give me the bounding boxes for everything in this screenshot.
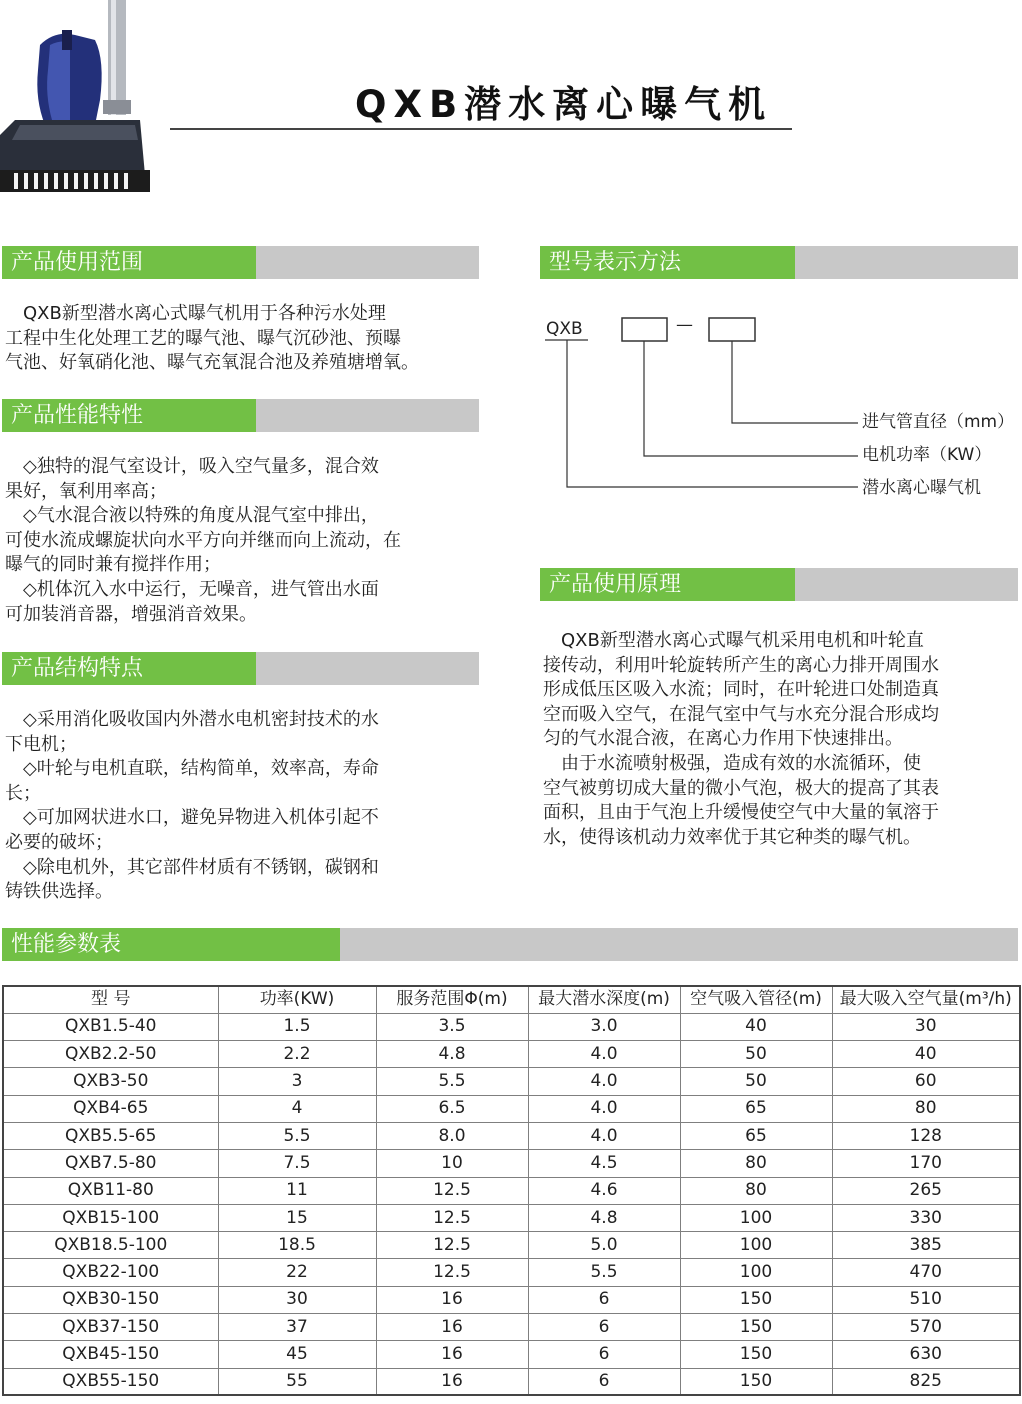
section-header-principle [540,568,1018,601]
header-cell: 功率(KW) [218,986,376,1013]
table-cell: 265 [832,1177,1020,1204]
table-cell: QXB55-150 [3,1368,218,1395]
section-header-performance [2,399,479,432]
table-cell: 12.5 [376,1259,528,1286]
table-cell: 40 [680,1013,832,1040]
table-cell: 3 [218,1068,376,1095]
table-cell: QXB7.5-80 [3,1150,218,1177]
text-line: 空气被剪切成大量的微小气泡，极大的提高了其表 [543,777,939,799]
table-cell: 7.5 [218,1150,376,1177]
section-header-params [2,928,1018,961]
table-cell: QXB11-80 [3,1177,218,1204]
table-cell: QXB18.5-100 [3,1232,218,1259]
text-line: ◇机体沉入水中运行，无噪音，进气管出水面 [5,578,379,600]
product-photo [0,0,150,200]
model-code-diagram [540,310,1022,510]
table-cell: 100 [680,1204,832,1231]
text-line: 接传动，利用叶轮旋转所产生的离心力排开周围水 [543,654,939,676]
table-cell: 4.0 [528,1095,680,1122]
table-cell: 150 [680,1341,832,1368]
section-title: 产品性能特性 [11,403,144,428]
table-cell: 50 [680,1041,832,1068]
table-cell: 12.5 [376,1204,528,1231]
header-cell: 最大吸入空气量(m³/h) [832,986,1020,1013]
table-cell: 11 [218,1177,376,1204]
table-cell: 4.0 [528,1122,680,1149]
parameter-table [2,985,1021,1396]
text-line: 果好，氧利用率高； [5,480,167,502]
text-line: 空而吸入空气，在混气室中气与水充分混合形成均 [543,703,939,725]
usage-paragraph [5,302,419,376]
table-cell: 5.5 [528,1259,680,1286]
header-cell: 空气吸入管径(m) [680,986,832,1013]
table-cell: 16 [376,1314,528,1341]
text-line: 曝气的同时兼有搅拌作用； [5,554,221,576]
table-row [3,1122,1020,1149]
text-line: ◇可加网状进水口，避免异物进入机体引起不 [5,807,379,829]
table-row [3,1232,1020,1259]
table-cell: QXB45-150 [3,1341,218,1368]
section-title: 产品使用范围 [11,250,144,275]
table-cell: 8.0 [376,1122,528,1149]
text-line: 长； [5,782,41,804]
table-cell: 10 [376,1150,528,1177]
table-cell: 40 [832,1041,1020,1068]
table-cell: 150 [680,1286,832,1313]
table-row [3,1041,1020,1068]
table-cell: 15 [218,1204,376,1231]
table-header-row [3,986,1020,1013]
table-cell: QXB3-50 [3,1068,218,1095]
table-cell: 385 [832,1232,1020,1259]
table-cell: QXB37-150 [3,1314,218,1341]
text-line: 匀的气水混合液，在离心力作用下快速排出。 [543,728,903,750]
table-cell: 50 [680,1068,832,1095]
table-cell: QXB22-100 [3,1259,218,1286]
table-row [3,1341,1020,1368]
table-cell: 3.0 [528,1013,680,1040]
table-cell: 6.5 [376,1095,528,1122]
table-cell: QXB30-150 [3,1286,218,1313]
table-cell: 4.8 [528,1204,680,1231]
table-row [3,1368,1020,1395]
table-cell: 30 [832,1013,1020,1040]
table-cell: 18.5 [218,1232,376,1259]
table-cell: 16 [376,1341,528,1368]
table-cell: 80 [832,1095,1020,1122]
text-line: ◇叶轮与电机直联，结构简单，效率高，寿命 [5,758,379,780]
table-row [3,1068,1020,1095]
table-cell: 6 [528,1368,680,1395]
text-line: 铸铁供选择。 [5,881,113,903]
table-cell: 5.5 [218,1122,376,1149]
text-line: QXB新型潜水离心式曝气机采用电机和叶轮直 [543,630,924,651]
text-line: ◇除电机外，其它部件材质有不锈钢，碳钢和 [5,856,379,878]
text-line: ◇采用消化吸收国内外潜水电机密封技术的水 [5,709,379,730]
header-cell: 型 号 [3,986,218,1013]
title-underline [170,128,792,130]
table-cell: 170 [832,1150,1020,1177]
text-line: 水，使得该机动力效率优于其它种类的曝气机。 [543,826,921,848]
table-row [3,1013,1020,1040]
section-header-usage [2,246,479,279]
table-cell: QXB1.5-40 [3,1013,218,1040]
table-cell: 6 [528,1314,680,1341]
section-title: 产品结构特点 [11,656,144,681]
table-cell: 570 [832,1314,1020,1341]
table-cell: 37 [218,1314,376,1341]
table-cell: 80 [680,1150,832,1177]
table-cell: 4.6 [528,1177,680,1204]
table-cell: 22 [218,1259,376,1286]
table-cell: 825 [832,1368,1020,1395]
header-cell: 服务范围Φ(m) [376,986,528,1013]
header-cell: 最大潜水深度(m) [528,986,680,1013]
text-line: 下电机； [5,733,77,755]
table-cell: QXB15-100 [3,1204,218,1231]
table-cell: 16 [376,1368,528,1395]
table-row [3,1259,1020,1286]
label-pipe-diameter: 进气管直径（mm） [862,412,1015,432]
performance-paragraph [5,455,401,627]
table-cell: 4 [218,1095,376,1122]
table-row [3,1204,1020,1231]
table-cell: 100 [680,1259,832,1286]
label-motor-power: 电机功率（KW） [862,445,992,465]
table-row [3,1177,1020,1204]
section-title: 产品使用原理 [549,572,682,597]
table-cell: 4.0 [528,1041,680,1068]
table-cell: 6 [528,1341,680,1368]
table-row [3,1150,1020,1177]
table-cell: 150 [680,1368,832,1395]
table-cell: 5.0 [528,1232,680,1259]
table-cell: 128 [832,1122,1020,1149]
table-body [3,1013,1020,1395]
table-row [3,1314,1020,1341]
table-cell: 330 [832,1204,1020,1231]
text-line: 可使水流成螺旋状向水平方向并继而向上流动，在 [5,529,401,551]
table-cell: QXB2.2-50 [3,1041,218,1068]
section-header-model [540,246,1018,279]
structure-paragraph [5,708,379,905]
page-title: QXB潜水离心曝气机 [355,83,773,126]
table-cell: 510 [832,1286,1020,1313]
table-cell: QXB4-65 [3,1095,218,1122]
section-header-structure [2,652,479,685]
table-cell: 470 [832,1259,1020,1286]
table-cell: 2.2 [218,1041,376,1068]
table-cell: 4.8 [376,1041,528,1068]
label-machine-type: 潜水离心曝气机 [862,478,981,498]
table-cell: 150 [680,1314,832,1341]
table-cell: 45 [218,1341,376,1368]
table-row [3,1095,1020,1122]
model-dash: — [676,315,693,335]
table-cell: 65 [680,1095,832,1122]
text-line: QXB新型潜水离心式曝气机用于各种污水处理 [5,303,386,324]
table-cell: 5.5 [376,1068,528,1095]
text-line: ◇气水混合液以特殊的角度从混气室中排出， [5,505,379,527]
table-cell: 65 [680,1122,832,1149]
text-line: 工程中生化处理工艺的曝气池、曝气沉砂池、预曝 [5,327,401,349]
table-cell: 30 [218,1286,376,1313]
text-line: 由于水流喷射极强，造成有效的水流循环，使 [543,752,921,774]
text-line: ◇独特的混气室设计，吸入空气量多，混合效 [5,456,379,477]
table-cell: 60 [832,1068,1020,1095]
section-title: 型号表示方法 [549,250,682,275]
section-title: 性能参数表 [11,932,122,957]
table-cell: 100 [680,1232,832,1259]
table-cell: 16 [376,1286,528,1313]
principle-paragraph [543,629,939,850]
table-cell: 4.0 [528,1068,680,1095]
text-line: 可加装消音器，增强消音效果。 [5,603,257,625]
table-cell: 80 [680,1177,832,1204]
table-cell: 1.5 [218,1013,376,1040]
table-cell: 3.5 [376,1013,528,1040]
text-line: 形成低压区吸入水流；同时，在叶轮进口处制造真 [543,679,939,701]
model-prefix: QXB [546,319,583,339]
text-line: 必要的破坏； [5,831,113,853]
text-line: 面积，且由于气泡上升缓慢使空气中大量的氧溶于 [543,802,939,824]
table-cell: 12.5 [376,1232,528,1259]
table-cell: 55 [218,1368,376,1395]
table-cell: 630 [832,1341,1020,1368]
table-cell: 12.5 [376,1177,528,1204]
table-cell: 4.5 [528,1150,680,1177]
table-cell: 6 [528,1286,680,1313]
table-cell: QXB5.5-65 [3,1122,218,1149]
text-line: 气池、好氧硝化池、曝气充氧混合池及养殖塘增氧。 [5,352,419,374]
table-row [3,1286,1020,1313]
